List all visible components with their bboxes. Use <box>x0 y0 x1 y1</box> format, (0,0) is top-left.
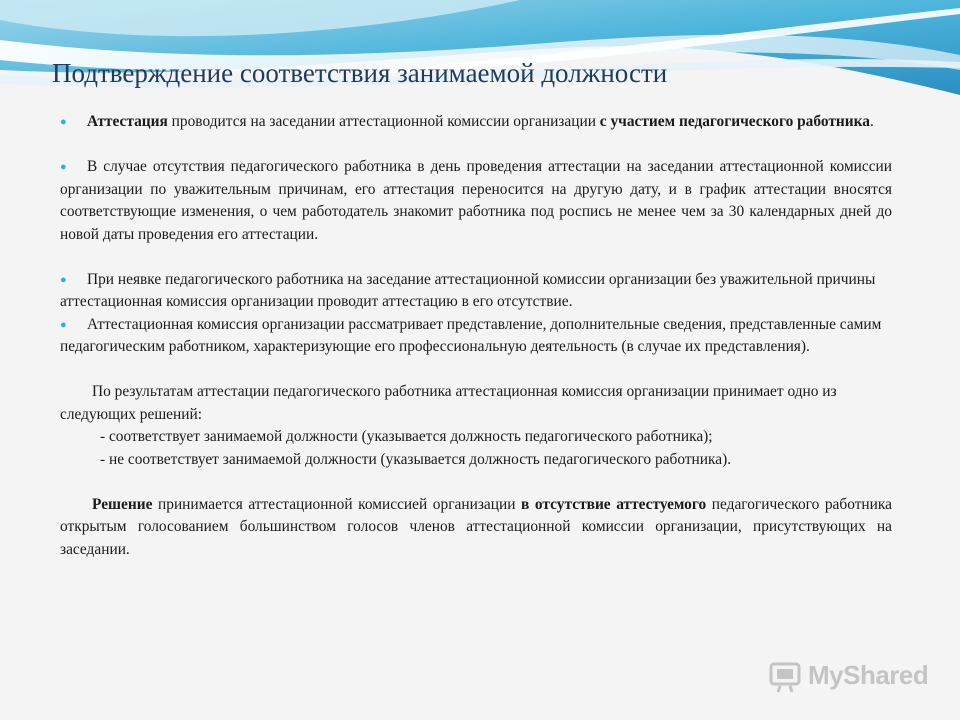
decision-option-2: - не соответствует занимаемой должности (указывается должность педагогического работника). <box>100 450 732 468</box>
paragraph-no-show: ● При неявке педагогического работника на заседание аттестационной комиссии организации без уважительной причины аттестационная комиссия организации проводит аттестацию в его отсутствие. <box>60 269 892 314</box>
term-absence: в отсутствие аттестуемого <box>521 495 707 513</box>
text: принимается аттестационной комиссией организации <box>152 495 522 513</box>
watermark <box>768 658 928 694</box>
watermark-text: MyShared <box>808 660 929 690</box>
slide-body <box>60 111 892 561</box>
term-participation: с участием педагогического работника <box>599 113 870 130</box>
paragraph-absence: ● В случае отсутствия педагогического работника в день проведения аттестации на заседании аттестационной комиссии организации по уважительным причинам, его аттестация переносится на другую дату, и в график аттестации вносятся соответствующие изменения, о чем работодатель знакомит работника под роспись не менее чем за 30 календарных дней до новой даты проведения его аттестации. <box>60 156 892 246</box>
paragraph-attestation <box>60 111 892 134</box>
decision-option-1: - соответствует занимаемой должности (указывается должность педагогического работника); <box>100 428 713 445</box>
text: педагогического работника открытым голосованием большинством голосов членов аттестационной комиссии организации, присутствующих на заседании. <box>60 495 892 558</box>
text: . <box>870 113 874 130</box>
term-attestation: Аттестация <box>87 113 168 130</box>
slide-title: Подтверждение соответствия занимаемой должности <box>52 58 668 88</box>
text: проводится на заседании аттестационной комиссии организации <box>167 113 600 130</box>
myshared-logo-icon <box>768 658 804 694</box>
paragraph-review: ● Аттестационная комиссия организации рассматривает представление, дополнительные сведения, представленные самим педагогическим работником, характеризующие его профессиональную деятельность (в случае их представления). <box>60 314 892 359</box>
paragraph-decision <box>60 494 892 562</box>
term-decision: Решение <box>92 495 153 513</box>
paragraph-results: По результатам аттестации педагогического работника аттестационная комиссия организации принимает одно из следующих решений: <box>60 383 837 423</box>
